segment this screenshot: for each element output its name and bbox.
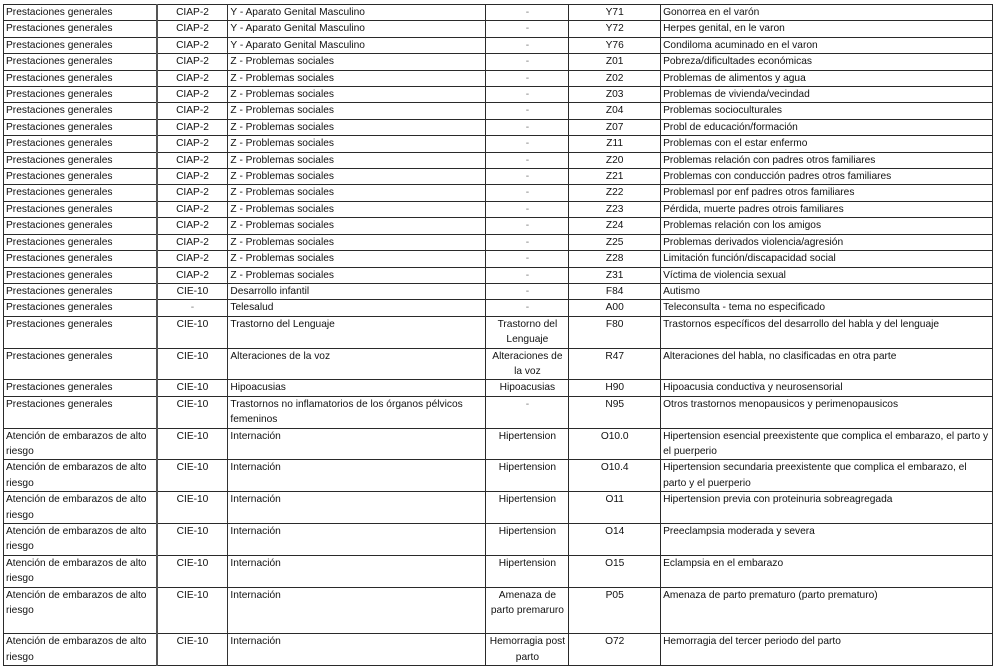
- cell-capitulo: Z - Problemas sociales: [228, 251, 486, 267]
- table-row: [4, 396, 993, 428]
- cell-clasificacion: CIAP-2: [157, 152, 228, 168]
- cell-descripcion: Preeclampsia moderada y severa: [661, 524, 993, 556]
- cell-codigo: F80: [569, 316, 661, 348]
- cell-clasificacion: CIAP-2: [157, 136, 228, 152]
- cell-codigo: O10.4: [569, 460, 661, 492]
- cell-descripcion: Pobreza/dificultades económicas: [661, 54, 993, 70]
- cell-codigo: Z20: [569, 152, 661, 168]
- cell-codigo: Y71: [569, 5, 661, 21]
- cell-descripcion: Gonorrea en el varón: [661, 5, 993, 21]
- cell-prestacion: Prestaciones generales: [4, 201, 157, 217]
- cell-prestacion: Prestaciones generales: [4, 136, 157, 152]
- table-row: [4, 136, 993, 152]
- cell-prestacion: Atención de embarazos de alto riesgo: [4, 634, 157, 666]
- cell-clasificacion: CIAP-2: [157, 169, 228, 185]
- cell-capitulo: Y - Aparato Genital Masculino: [228, 21, 486, 37]
- cell-subgrupo: Hipoacusias: [486, 380, 569, 396]
- cell-codigo: Z31: [569, 267, 661, 283]
- cell-prestacion: Prestaciones generales: [4, 70, 157, 86]
- cell-prestacion: Atención de embarazos de alto riesgo: [4, 524, 157, 556]
- cell-capitulo: Internación: [228, 460, 486, 492]
- table-row: [4, 587, 993, 634]
- table-row: [4, 234, 993, 250]
- cell-clasificacion: CIAP-2: [157, 5, 228, 21]
- cell-descripcion: Problemas socioculturales: [661, 103, 993, 119]
- cell-descripcion: Probl de educación/formación: [661, 119, 993, 135]
- cell-subgrupo: -: [486, 234, 569, 250]
- cell-codigo: Z07: [569, 119, 661, 135]
- cell-subgrupo: -: [486, 103, 569, 119]
- cell-descripcion: Autismo: [661, 283, 993, 299]
- cell-clasificacion: CIAP-2: [157, 218, 228, 234]
- cell-descripcion: Hipertension esencial preexistente que complica el embarazo, el parto y el puerperio: [661, 428, 993, 460]
- cell-codigo: A00: [569, 300, 661, 316]
- cell-clasificacion: CIAP-2: [157, 234, 228, 250]
- cell-codigo: Z03: [569, 87, 661, 103]
- cell-capitulo: Z - Problemas sociales: [228, 185, 486, 201]
- cell-prestacion: Prestaciones generales: [4, 152, 157, 168]
- cell-codigo: P05: [569, 587, 661, 634]
- cell-clasificacion: -: [157, 300, 228, 316]
- cell-capitulo: Z - Problemas sociales: [228, 201, 486, 217]
- cell-clasificacion: CIAP-2: [157, 54, 228, 70]
- cell-subgrupo: -: [486, 37, 569, 53]
- cell-prestacion: Prestaciones generales: [4, 267, 157, 283]
- table-row: [4, 103, 993, 119]
- table-row: [4, 267, 993, 283]
- table-row: [4, 70, 993, 86]
- cell-descripcion: Amenaza de parto prematuro (parto prematuro): [661, 587, 993, 634]
- table-row: [4, 152, 993, 168]
- cell-codigo: Z11: [569, 136, 661, 152]
- cell-descripcion: Problemas con conducción padres otros familiares: [661, 169, 993, 185]
- cell-clasificacion: CIE-10: [157, 634, 228, 666]
- cell-capitulo: Z - Problemas sociales: [228, 169, 486, 185]
- cell-descripcion: Trastornos específicos del desarrollo del habla y del lenguaje: [661, 316, 993, 348]
- cell-prestacion: Prestaciones generales: [4, 251, 157, 267]
- cell-descripcion: Hipertension secundaria preexistente que complica el embarazo, el parto y el puerperio: [661, 460, 993, 492]
- cell-clasificacion: CIAP-2: [157, 21, 228, 37]
- cell-subgrupo: -: [486, 54, 569, 70]
- table-row: [4, 283, 993, 299]
- cell-prestacion: Atención de embarazos de alto riesgo: [4, 460, 157, 492]
- cell-prestacion: Prestaciones generales: [4, 218, 157, 234]
- cell-subgrupo: -: [486, 185, 569, 201]
- table-row: [4, 119, 993, 135]
- cell-prestacion: Prestaciones generales: [4, 380, 157, 396]
- cell-descripcion: Condiloma acuminado en el varon: [661, 37, 993, 53]
- table-row: [4, 460, 993, 492]
- cell-codigo: Z21: [569, 169, 661, 185]
- cell-descripcion: Hipertension previa con proteinuria sobreagregada: [661, 492, 993, 524]
- cell-descripcion: Eclampsia en el embarazo: [661, 555, 993, 587]
- cell-codigo: Z28: [569, 251, 661, 267]
- cell-descripcion: Problemas relación con padres otros familiares: [661, 152, 993, 168]
- cell-codigo: Z01: [569, 54, 661, 70]
- cell-clasificacion: CIE-10: [157, 316, 228, 348]
- cell-prestacion: Prestaciones generales: [4, 348, 157, 380]
- cell-clasificacion: CIAP-2: [157, 119, 228, 135]
- cell-prestacion: Prestaciones generales: [4, 234, 157, 250]
- table-body: [4, 5, 993, 666]
- cell-subgrupo: -: [486, 201, 569, 217]
- cell-capitulo: Trastornos no inflamatorios de los órganos pélvicos femeninos: [228, 396, 486, 428]
- cell-codigo: Z22: [569, 185, 661, 201]
- cell-clasificacion: CIE-10: [157, 587, 228, 634]
- cell-prestacion: Prestaciones generales: [4, 300, 157, 316]
- cell-capitulo: Trastorno del Lenguaje: [228, 316, 486, 348]
- cell-capitulo: Z - Problemas sociales: [228, 267, 486, 283]
- cell-capitulo: Z - Problemas sociales: [228, 136, 486, 152]
- table-row: [4, 555, 993, 587]
- cell-codigo: O15: [569, 555, 661, 587]
- table-row: [4, 185, 993, 201]
- cell-clasificacion: CIE-10: [157, 555, 228, 587]
- cell-descripcion: Problemasl por enf padres otros familiares: [661, 185, 993, 201]
- cell-capitulo: Z - Problemas sociales: [228, 218, 486, 234]
- cell-descripcion: Pérdida, muerte padres otrois familiares: [661, 201, 993, 217]
- cell-clasificacion: CIAP-2: [157, 267, 228, 283]
- cell-prestacion: Prestaciones generales: [4, 316, 157, 348]
- cell-prestacion: Prestaciones generales: [4, 283, 157, 299]
- cell-prestacion: Atención de embarazos de alto riesgo: [4, 492, 157, 524]
- cell-prestacion: Atención de embarazos de alto riesgo: [4, 428, 157, 460]
- table-row: [4, 524, 993, 556]
- table-row: [4, 37, 993, 53]
- cell-clasificacion: CIE-10: [157, 380, 228, 396]
- cell-capitulo: Z - Problemas sociales: [228, 54, 486, 70]
- cell-subgrupo: Alteraciones de la voz: [486, 348, 569, 380]
- cell-subgrupo: -: [486, 21, 569, 37]
- cell-clasificacion: CIAP-2: [157, 185, 228, 201]
- cell-codigo: N95: [569, 396, 661, 428]
- cell-subgrupo: -: [486, 70, 569, 86]
- table-row: [4, 251, 993, 267]
- cell-subgrupo: -: [486, 267, 569, 283]
- cell-prestacion: Prestaciones generales: [4, 37, 157, 53]
- cell-descripcion: Limitación función/discapacidad social: [661, 251, 993, 267]
- cell-clasificacion: CIE-10: [157, 428, 228, 460]
- cell-subgrupo: -: [486, 5, 569, 21]
- cell-descripcion: Hipoacusia conductiva y neurosensorial: [661, 380, 993, 396]
- cell-clasificacion: CIE-10: [157, 396, 228, 428]
- cell-clasificacion: CIAP-2: [157, 103, 228, 119]
- cell-clasificacion: CIE-10: [157, 460, 228, 492]
- cell-clasificacion: CIAP-2: [157, 201, 228, 217]
- cell-capitulo: Hipoacusias: [228, 380, 486, 396]
- cell-codigo: Z23: [569, 201, 661, 217]
- table-row: [4, 201, 993, 217]
- cell-codigo: Z04: [569, 103, 661, 119]
- cell-subgrupo: -: [486, 396, 569, 428]
- cell-subgrupo: -: [486, 283, 569, 299]
- cell-codigo: O10.0: [569, 428, 661, 460]
- table-row: [4, 634, 993, 666]
- table-row: [4, 300, 993, 316]
- cell-descripcion: Hemorragia del tercer periodo del parto: [661, 634, 993, 666]
- table-row: [4, 380, 993, 396]
- cell-codigo: H90: [569, 380, 661, 396]
- cell-capitulo: Z - Problemas sociales: [228, 103, 486, 119]
- cell-clasificacion: CIAP-2: [157, 87, 228, 103]
- cell-capitulo: Internación: [228, 587, 486, 634]
- cell-subgrupo: -: [486, 169, 569, 185]
- cell-capitulo: Z - Problemas sociales: [228, 119, 486, 135]
- cell-capitulo: Internación: [228, 492, 486, 524]
- cell-clasificacion: CIE-10: [157, 283, 228, 299]
- cell-clasificacion: CIE-10: [157, 348, 228, 380]
- cell-subgrupo: Amenaza de parto premaruro: [486, 587, 569, 634]
- cell-subgrupo: Hipertension: [486, 460, 569, 492]
- table-row: [4, 21, 993, 37]
- cell-codigo: Z02: [569, 70, 661, 86]
- cell-descripcion: Problemas de vivienda/vecindad: [661, 87, 993, 103]
- cell-subgrupo: Hipertension: [486, 492, 569, 524]
- cell-prestacion: Prestaciones generales: [4, 103, 157, 119]
- cell-prestacion: Atención de embarazos de alto riesgo: [4, 555, 157, 587]
- cell-subgrupo: Hipertension: [486, 555, 569, 587]
- table-row: [4, 5, 993, 21]
- cell-capitulo: Z - Problemas sociales: [228, 234, 486, 250]
- cell-capitulo: Y - Aparato Genital Masculino: [228, 37, 486, 53]
- cell-prestacion: Prestaciones generales: [4, 396, 157, 428]
- diagnosis-code-table: [3, 4, 993, 666]
- cell-subgrupo: -: [486, 218, 569, 234]
- table-row: [4, 218, 993, 234]
- cell-subgrupo: Hemorragia post parto: [486, 634, 569, 666]
- cell-descripcion: Teleconsulta - tema no especificado: [661, 300, 993, 316]
- cell-codigo: Z24: [569, 218, 661, 234]
- table-row: [4, 492, 993, 524]
- cell-prestacion: Prestaciones generales: [4, 21, 157, 37]
- cell-codigo: Y76: [569, 37, 661, 53]
- cell-capitulo: Internación: [228, 428, 486, 460]
- table-row: [4, 348, 993, 380]
- cell-codigo: Y72: [569, 21, 661, 37]
- cell-descripcion: Otros trastornos menopausicos y perimenopausicos: [661, 396, 993, 428]
- cell-prestacion: Prestaciones generales: [4, 169, 157, 185]
- cell-capitulo: Alteraciones de la voz: [228, 348, 486, 380]
- cell-subgrupo: -: [486, 251, 569, 267]
- table-row: [4, 169, 993, 185]
- cell-descripcion: Problemas de alimentos y agua: [661, 70, 993, 86]
- cell-subgrupo: Hipertension: [486, 428, 569, 460]
- cell-clasificacion: CIE-10: [157, 524, 228, 556]
- cell-descripcion: Herpes genital, en le varon: [661, 21, 993, 37]
- cell-codigo: R47: [569, 348, 661, 380]
- cell-subgrupo: -: [486, 152, 569, 168]
- cell-capitulo: Z - Problemas sociales: [228, 152, 486, 168]
- cell-prestacion: Prestaciones generales: [4, 185, 157, 201]
- cell-descripcion: Problemas relación con los amigos: [661, 218, 993, 234]
- table-row: [4, 87, 993, 103]
- cell-subgrupo: Hipertension: [486, 524, 569, 556]
- cell-subgrupo: -: [486, 136, 569, 152]
- cell-prestacion: Atención de embarazos de alto riesgo: [4, 587, 157, 634]
- cell-codigo: O72: [569, 634, 661, 666]
- cell-capitulo: Internación: [228, 524, 486, 556]
- table-row: [4, 428, 993, 460]
- cell-prestacion: Prestaciones generales: [4, 119, 157, 135]
- cell-clasificacion: CIAP-2: [157, 251, 228, 267]
- cell-capitulo: Z - Problemas sociales: [228, 70, 486, 86]
- table-row: [4, 54, 993, 70]
- cell-capitulo: Desarrollo infantil: [228, 283, 486, 299]
- cell-prestacion: Prestaciones generales: [4, 5, 157, 21]
- cell-subgrupo: -: [486, 87, 569, 103]
- cell-clasificacion: CIE-10: [157, 492, 228, 524]
- cell-capitulo: Z - Problemas sociales: [228, 87, 486, 103]
- cell-descripcion: Problemas con el estar enfermo: [661, 136, 993, 152]
- cell-prestacion: Prestaciones generales: [4, 87, 157, 103]
- cell-subgrupo: -: [486, 300, 569, 316]
- cell-subgrupo: -: [486, 119, 569, 135]
- cell-codigo: Z25: [569, 234, 661, 250]
- cell-clasificacion: CIAP-2: [157, 37, 228, 53]
- cell-capitulo: Y - Aparato Genital Masculino: [228, 5, 486, 21]
- cell-codigo: O11: [569, 492, 661, 524]
- table-row: [4, 316, 993, 348]
- cell-prestacion: Prestaciones generales: [4, 54, 157, 70]
- cell-descripcion: Alteraciones del habla, no clasificadas en otra parte: [661, 348, 993, 380]
- cell-subgrupo: Trastorno del Lenguaje: [486, 316, 569, 348]
- cell-codigo: F84: [569, 283, 661, 299]
- cell-codigo: O14: [569, 524, 661, 556]
- cell-capitulo: Internación: [228, 555, 486, 587]
- cell-clasificacion: CIAP-2: [157, 70, 228, 86]
- cell-capitulo: Internación: [228, 634, 486, 666]
- cell-capitulo: Telesalud: [228, 300, 486, 316]
- cell-descripcion: Víctima de violencia sexual: [661, 267, 993, 283]
- cell-descripcion: Problemas derivados violencia/agresión: [661, 234, 993, 250]
